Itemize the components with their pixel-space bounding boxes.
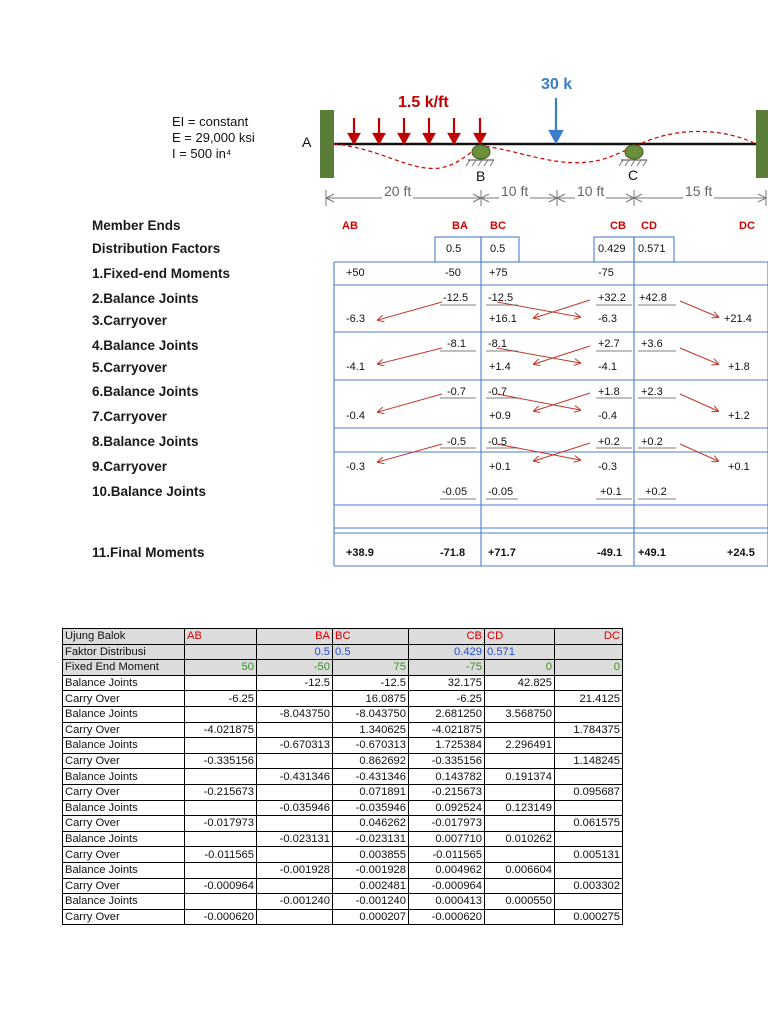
support-c bbox=[619, 145, 647, 166]
balance-underlines bbox=[440, 305, 676, 499]
df-cd: 0.571 bbox=[638, 243, 666, 255]
r9-ab: -0.3 bbox=[346, 461, 365, 473]
point-load-label: 30 k bbox=[541, 76, 573, 93]
r11-ba: -71.8 bbox=[440, 547, 466, 559]
sheet-cell bbox=[555, 800, 623, 816]
sheet-cell bbox=[257, 878, 333, 894]
sheet-cell: DC bbox=[555, 629, 623, 645]
sheet-cell: 1.784375 bbox=[555, 722, 623, 738]
r9-bc: +0.1 bbox=[489, 461, 511, 473]
header-ba: BA bbox=[452, 220, 468, 232]
sheet-cell bbox=[555, 862, 623, 878]
span-label-4: 15 ft bbox=[685, 183, 713, 199]
sheet-row bbox=[63, 691, 623, 707]
sheet-row bbox=[63, 800, 623, 816]
sheet-cell: 0.000275 bbox=[555, 909, 623, 925]
r11-dc: +24.5 bbox=[727, 547, 755, 559]
sheet-row bbox=[63, 644, 623, 660]
row-label-10: 10.Balance Joints bbox=[92, 484, 207, 499]
r2-ba: -12.5 bbox=[443, 292, 469, 304]
sheet-cell: -6.25 bbox=[409, 691, 485, 707]
support-b bbox=[466, 145, 494, 166]
r11-cd: +49.1 bbox=[638, 547, 666, 559]
sheet-cell: -0.000964 bbox=[409, 878, 485, 894]
header-cd: CD bbox=[641, 220, 657, 232]
sheet-row-label: Faktor Distribusi bbox=[63, 644, 185, 660]
sheet-row-label: Balance Joints bbox=[63, 675, 185, 691]
sheet-cell bbox=[185, 675, 257, 691]
row-label-4: 4.Balance Joints bbox=[92, 338, 199, 353]
r6-cb: +1.8 bbox=[598, 386, 620, 398]
table-grid bbox=[334, 237, 768, 566]
r10-cd: +0.2 bbox=[645, 486, 667, 498]
r8-cd: +0.2 bbox=[641, 436, 663, 448]
row-label-5: 5.Carryover bbox=[92, 360, 168, 375]
r5-bc: +1.4 bbox=[489, 361, 511, 373]
r6-bc: -0.7 bbox=[488, 386, 507, 398]
sheet-cell bbox=[185, 831, 257, 847]
joint-label-a: A bbox=[302, 134, 312, 150]
sheet-cell bbox=[555, 769, 623, 785]
sheet-row-label: Carry Over bbox=[63, 816, 185, 832]
sheet-cell: -4.021875 bbox=[409, 722, 485, 738]
sheet-cell: -0.023131 bbox=[333, 831, 409, 847]
sheet-row-label: Balance Joints bbox=[63, 894, 185, 910]
sheet-row-label: Balance Joints bbox=[63, 769, 185, 785]
sheet-cell bbox=[485, 816, 555, 832]
r7-bc: +0.9 bbox=[489, 410, 511, 422]
sheet-row bbox=[63, 660, 623, 676]
spreadsheet-body bbox=[63, 629, 623, 925]
sheet-row-label: Balance Joints bbox=[63, 800, 185, 816]
sheet-cell bbox=[185, 894, 257, 910]
carryover-arrows bbox=[378, 300, 718, 462]
sheet-row-label: Balance Joints bbox=[63, 738, 185, 754]
sheet-cell: 1.725384 bbox=[409, 738, 485, 754]
r10-bc: -0.05 bbox=[488, 486, 514, 498]
r7-ab: -0.4 bbox=[346, 410, 365, 422]
header-dc: DC bbox=[739, 220, 755, 232]
sheet-cell: -0.215673 bbox=[185, 784, 257, 800]
sheet-cell: -75 bbox=[409, 660, 485, 676]
sheet-cell: 0.010262 bbox=[485, 831, 555, 847]
header-cb: CB bbox=[610, 220, 626, 232]
sheet-cell: 0.007710 bbox=[409, 831, 485, 847]
sheet-cell: -12.5 bbox=[257, 675, 333, 691]
r8-cb: +0.2 bbox=[598, 436, 620, 448]
sheet-cell bbox=[485, 722, 555, 738]
r1-bc: +75 bbox=[489, 267, 508, 279]
sheet-cell: -0.670313 bbox=[257, 738, 333, 754]
sheet-cell: -0.023131 bbox=[257, 831, 333, 847]
distributed-load-arrows bbox=[349, 118, 485, 143]
r6-ba: -0.7 bbox=[447, 386, 466, 398]
row-label-member-ends: Member Ends bbox=[92, 218, 181, 233]
sheet-cell bbox=[555, 706, 623, 722]
r9-dc: +0.1 bbox=[728, 461, 750, 473]
sheet-cell: CD bbox=[485, 629, 555, 645]
sheet-cell bbox=[185, 800, 257, 816]
r4-cb: +2.7 bbox=[598, 338, 620, 350]
sheet-cell: -0.011565 bbox=[409, 847, 485, 863]
sheet-row bbox=[63, 675, 623, 691]
sheet-cell bbox=[555, 831, 623, 847]
sheet-cell: 0.571 bbox=[485, 644, 555, 660]
sheet-cell: 0.005131 bbox=[555, 847, 623, 863]
sheet-cell: 0.003302 bbox=[555, 878, 623, 894]
sheet-cell: -6.25 bbox=[185, 691, 257, 707]
sheet-cell: 16.0875 bbox=[333, 691, 409, 707]
sheet-row-label: Carry Over bbox=[63, 691, 185, 707]
df-ba: 0.5 bbox=[446, 243, 462, 255]
sheet-row bbox=[63, 862, 623, 878]
sheet-cell bbox=[257, 722, 333, 738]
sheet-row bbox=[63, 769, 623, 785]
sheet-cell: -0.017973 bbox=[185, 816, 257, 832]
sheet-cell: 0.092524 bbox=[409, 800, 485, 816]
sheet-row bbox=[63, 847, 623, 863]
sheet-cell: -0.000620 bbox=[185, 909, 257, 925]
sheet-cell: 0.429 bbox=[409, 644, 485, 660]
sheet-cell: -0.000964 bbox=[185, 878, 257, 894]
sheet-row bbox=[63, 629, 623, 645]
sheet-cell: -0.000620 bbox=[409, 909, 485, 925]
property-i: I = 500 in⁴ bbox=[172, 146, 232, 161]
sheet-cell: -0.431346 bbox=[333, 769, 409, 785]
r11-ab: +38.9 bbox=[346, 547, 374, 559]
sheet-cell: 0.061575 bbox=[555, 816, 623, 832]
sheet-cell: 32.175 bbox=[409, 675, 485, 691]
r5-ab: -4.1 bbox=[346, 361, 365, 373]
sheet-cell: 0.000550 bbox=[485, 894, 555, 910]
r3-ab: -6.3 bbox=[346, 313, 365, 325]
span-label-2: 10 ft bbox=[501, 183, 529, 199]
deflected-shape bbox=[334, 131, 756, 168]
sheet-cell: -0.001928 bbox=[333, 862, 409, 878]
sheet-cell: 0.143782 bbox=[409, 769, 485, 785]
sheet-cell bbox=[185, 738, 257, 754]
sheet-cell bbox=[257, 753, 333, 769]
r1-ab: +50 bbox=[346, 267, 365, 279]
sheet-cell bbox=[485, 753, 555, 769]
df-cb: 0.429 bbox=[598, 243, 626, 255]
row-label-2: 2.Balance Joints bbox=[92, 291, 199, 306]
sheet-cell: 0.123149 bbox=[485, 800, 555, 816]
sheet-cell bbox=[185, 706, 257, 722]
sheet-row bbox=[63, 831, 623, 847]
sheet-cell bbox=[485, 691, 555, 707]
r2-cb: +32.2 bbox=[598, 292, 626, 304]
r8-bc: -0.5 bbox=[488, 436, 507, 448]
sheet-cell: 0.046262 bbox=[333, 816, 409, 832]
point-load-arrow bbox=[550, 98, 562, 142]
sheet-cell: 50 bbox=[185, 660, 257, 676]
sheet-cell: -50 bbox=[257, 660, 333, 676]
row-label-11: 11.Final Moments bbox=[92, 545, 205, 560]
sheet-cell: -0.035946 bbox=[257, 800, 333, 816]
sheet-cell: 0.5 bbox=[333, 644, 409, 660]
r1-ba: -50 bbox=[445, 267, 461, 279]
fixed-support-d bbox=[756, 110, 768, 178]
sheet-row bbox=[63, 816, 623, 832]
fixed-support-a bbox=[320, 110, 334, 178]
sheet-cell bbox=[257, 691, 333, 707]
sheet-row bbox=[63, 894, 623, 910]
sheet-row-label: Balance Joints bbox=[63, 706, 185, 722]
sheet-cell bbox=[257, 816, 333, 832]
header-ab: AB bbox=[342, 220, 358, 232]
sheet-cell: -4.021875 bbox=[185, 722, 257, 738]
row-label-distribution-factors: Distribution Factors bbox=[92, 241, 221, 256]
property-e: E = 29,000 ksi bbox=[172, 130, 255, 145]
sheet-row bbox=[63, 738, 623, 754]
sheet-cell: CB bbox=[409, 629, 485, 645]
sheet-cell: 75 bbox=[333, 660, 409, 676]
r1-cb: -75 bbox=[598, 267, 614, 279]
sheet-cell bbox=[485, 784, 555, 800]
sheet-cell: -0.670313 bbox=[333, 738, 409, 754]
r4-bc: -8.1 bbox=[488, 338, 507, 350]
sheet-cell: 3.568750 bbox=[485, 706, 555, 722]
sheet-row bbox=[63, 753, 623, 769]
sheet-cell: 0.5 bbox=[257, 644, 333, 660]
r11-bc: +71.7 bbox=[488, 547, 516, 559]
sheet-cell: -0.001240 bbox=[333, 894, 409, 910]
sheet-row-label: Carry Over bbox=[63, 722, 185, 738]
sheet-row-label: Fixed End Moment bbox=[63, 660, 185, 676]
row-label-9: 9.Carryover bbox=[92, 459, 168, 474]
sheet-cell: -0.035946 bbox=[333, 800, 409, 816]
sheet-cell: -0.017973 bbox=[409, 816, 485, 832]
sheet-cell: 0 bbox=[485, 660, 555, 676]
sheet-cell: -0.431346 bbox=[257, 769, 333, 785]
r11-cb: -49.1 bbox=[597, 547, 623, 559]
sheet-cell: -0.335156 bbox=[185, 753, 257, 769]
sheet-row-label: Balance Joints bbox=[63, 862, 185, 878]
sheet-cell bbox=[555, 675, 623, 691]
r7-dc: +1.2 bbox=[728, 410, 750, 422]
df-bc: 0.5 bbox=[490, 243, 506, 255]
sheet-cell bbox=[257, 784, 333, 800]
r10-ba: -0.05 bbox=[442, 486, 468, 498]
sheet-row-label: Carry Over bbox=[63, 909, 185, 925]
row-label-3: 3.Carryover bbox=[92, 313, 168, 328]
sheet-cell bbox=[185, 769, 257, 785]
sheet-cell bbox=[555, 738, 623, 754]
sheet-cell: 0.003855 bbox=[333, 847, 409, 863]
sheet-cell: -0.001240 bbox=[257, 894, 333, 910]
r3-bc: +16.1 bbox=[489, 313, 517, 325]
sheet-row-label: Carry Over bbox=[63, 847, 185, 863]
sheet-cell: 0.862692 bbox=[333, 753, 409, 769]
property-ei: EI = constant bbox=[172, 114, 249, 129]
sheet-cell: 0.095687 bbox=[555, 784, 623, 800]
sheet-row bbox=[63, 784, 623, 800]
sheet-row bbox=[63, 706, 623, 722]
r4-cd: +3.6 bbox=[641, 338, 663, 350]
sheet-cell: 0.000207 bbox=[333, 909, 409, 925]
sheet-cell bbox=[257, 847, 333, 863]
sheet-cell: 0.071891 bbox=[333, 784, 409, 800]
sheet-cell: -0.215673 bbox=[409, 784, 485, 800]
r7-cb: -0.4 bbox=[598, 410, 617, 422]
r4-ba: -8.1 bbox=[447, 338, 466, 350]
sheet-cell: 0 bbox=[555, 660, 623, 676]
sheet-cell: BC bbox=[333, 629, 409, 645]
sheet-cell bbox=[185, 862, 257, 878]
r2-cd: +42.8 bbox=[639, 292, 667, 304]
sheet-cell: -0.335156 bbox=[409, 753, 485, 769]
sheet-row bbox=[63, 909, 623, 925]
row-label-1: 1.Fixed-end Moments bbox=[92, 266, 231, 281]
sheet-cell bbox=[485, 847, 555, 863]
sheet-cell bbox=[257, 909, 333, 925]
sheet-row-label: Carry Over bbox=[63, 784, 185, 800]
sheet-cell: 1.148245 bbox=[555, 753, 623, 769]
sheet-cell: 21.4125 bbox=[555, 691, 623, 707]
sheet-cell: 1.340625 bbox=[333, 722, 409, 738]
spreadsheet-table bbox=[62, 628, 623, 925]
r2-bc: -12.5 bbox=[488, 292, 514, 304]
sheet-cell: 0.191374 bbox=[485, 769, 555, 785]
r5-dc: +1.8 bbox=[728, 361, 750, 373]
span-label-1: 20 ft bbox=[384, 183, 412, 199]
sheet-cell: -0.001928 bbox=[257, 862, 333, 878]
sheet-row-label: Carry Over bbox=[63, 878, 185, 894]
sheet-cell: -12.5 bbox=[333, 675, 409, 691]
r6-cd: +2.3 bbox=[641, 386, 663, 398]
sheet-cell: 0.006604 bbox=[485, 862, 555, 878]
sheet-cell: 0.004962 bbox=[409, 862, 485, 878]
row-label-8: 8.Balance Joints bbox=[92, 434, 199, 449]
header-bc: BC bbox=[490, 220, 506, 232]
span-label-3: 10 ft bbox=[577, 183, 605, 199]
sheet-row-label: Ujung Balok bbox=[63, 629, 185, 645]
sheet-cell: 0.002481 bbox=[333, 878, 409, 894]
r9-cb: -0.3 bbox=[598, 461, 617, 473]
sheet-cell: -8.043750 bbox=[333, 706, 409, 722]
sheet-cell bbox=[185, 644, 257, 660]
sheet-cell bbox=[485, 909, 555, 925]
sheet-cell bbox=[555, 894, 623, 910]
row-label-6: 6.Balance Joints bbox=[92, 384, 199, 399]
r8-ba: -0.5 bbox=[447, 436, 466, 448]
sheet-cell: 2.681250 bbox=[409, 706, 485, 722]
sheet-row-label: Carry Over bbox=[63, 753, 185, 769]
sheet-row bbox=[63, 878, 623, 894]
sheet-cell: -0.011565 bbox=[185, 847, 257, 863]
sheet-row-label: Balance Joints bbox=[63, 831, 185, 847]
sheet-cell bbox=[555, 644, 623, 660]
sheet-cell bbox=[485, 878, 555, 894]
joint-label-b: B bbox=[476, 168, 486, 184]
sheet-cell: 0.000413 bbox=[409, 894, 485, 910]
r3-cb: -6.3 bbox=[598, 313, 617, 325]
distributed-load-label: 1.5 k/ft bbox=[398, 94, 449, 111]
joint-label-c: C bbox=[628, 167, 639, 183]
r3-dc: +21.4 bbox=[724, 313, 752, 325]
sheet-cell: 2.296491 bbox=[485, 738, 555, 754]
row-label-7: 7.Carryover bbox=[92, 409, 168, 424]
sheet-row bbox=[63, 722, 623, 738]
sheet-cell: -8.043750 bbox=[257, 706, 333, 722]
sheet-cell: AB bbox=[185, 629, 257, 645]
r10-cb: +0.1 bbox=[600, 486, 622, 498]
beam-properties bbox=[172, 114, 255, 162]
sheet-cell: BA bbox=[257, 629, 333, 645]
sheet-cell: 42.825 bbox=[485, 675, 555, 691]
r5-cb: -4.1 bbox=[598, 361, 617, 373]
